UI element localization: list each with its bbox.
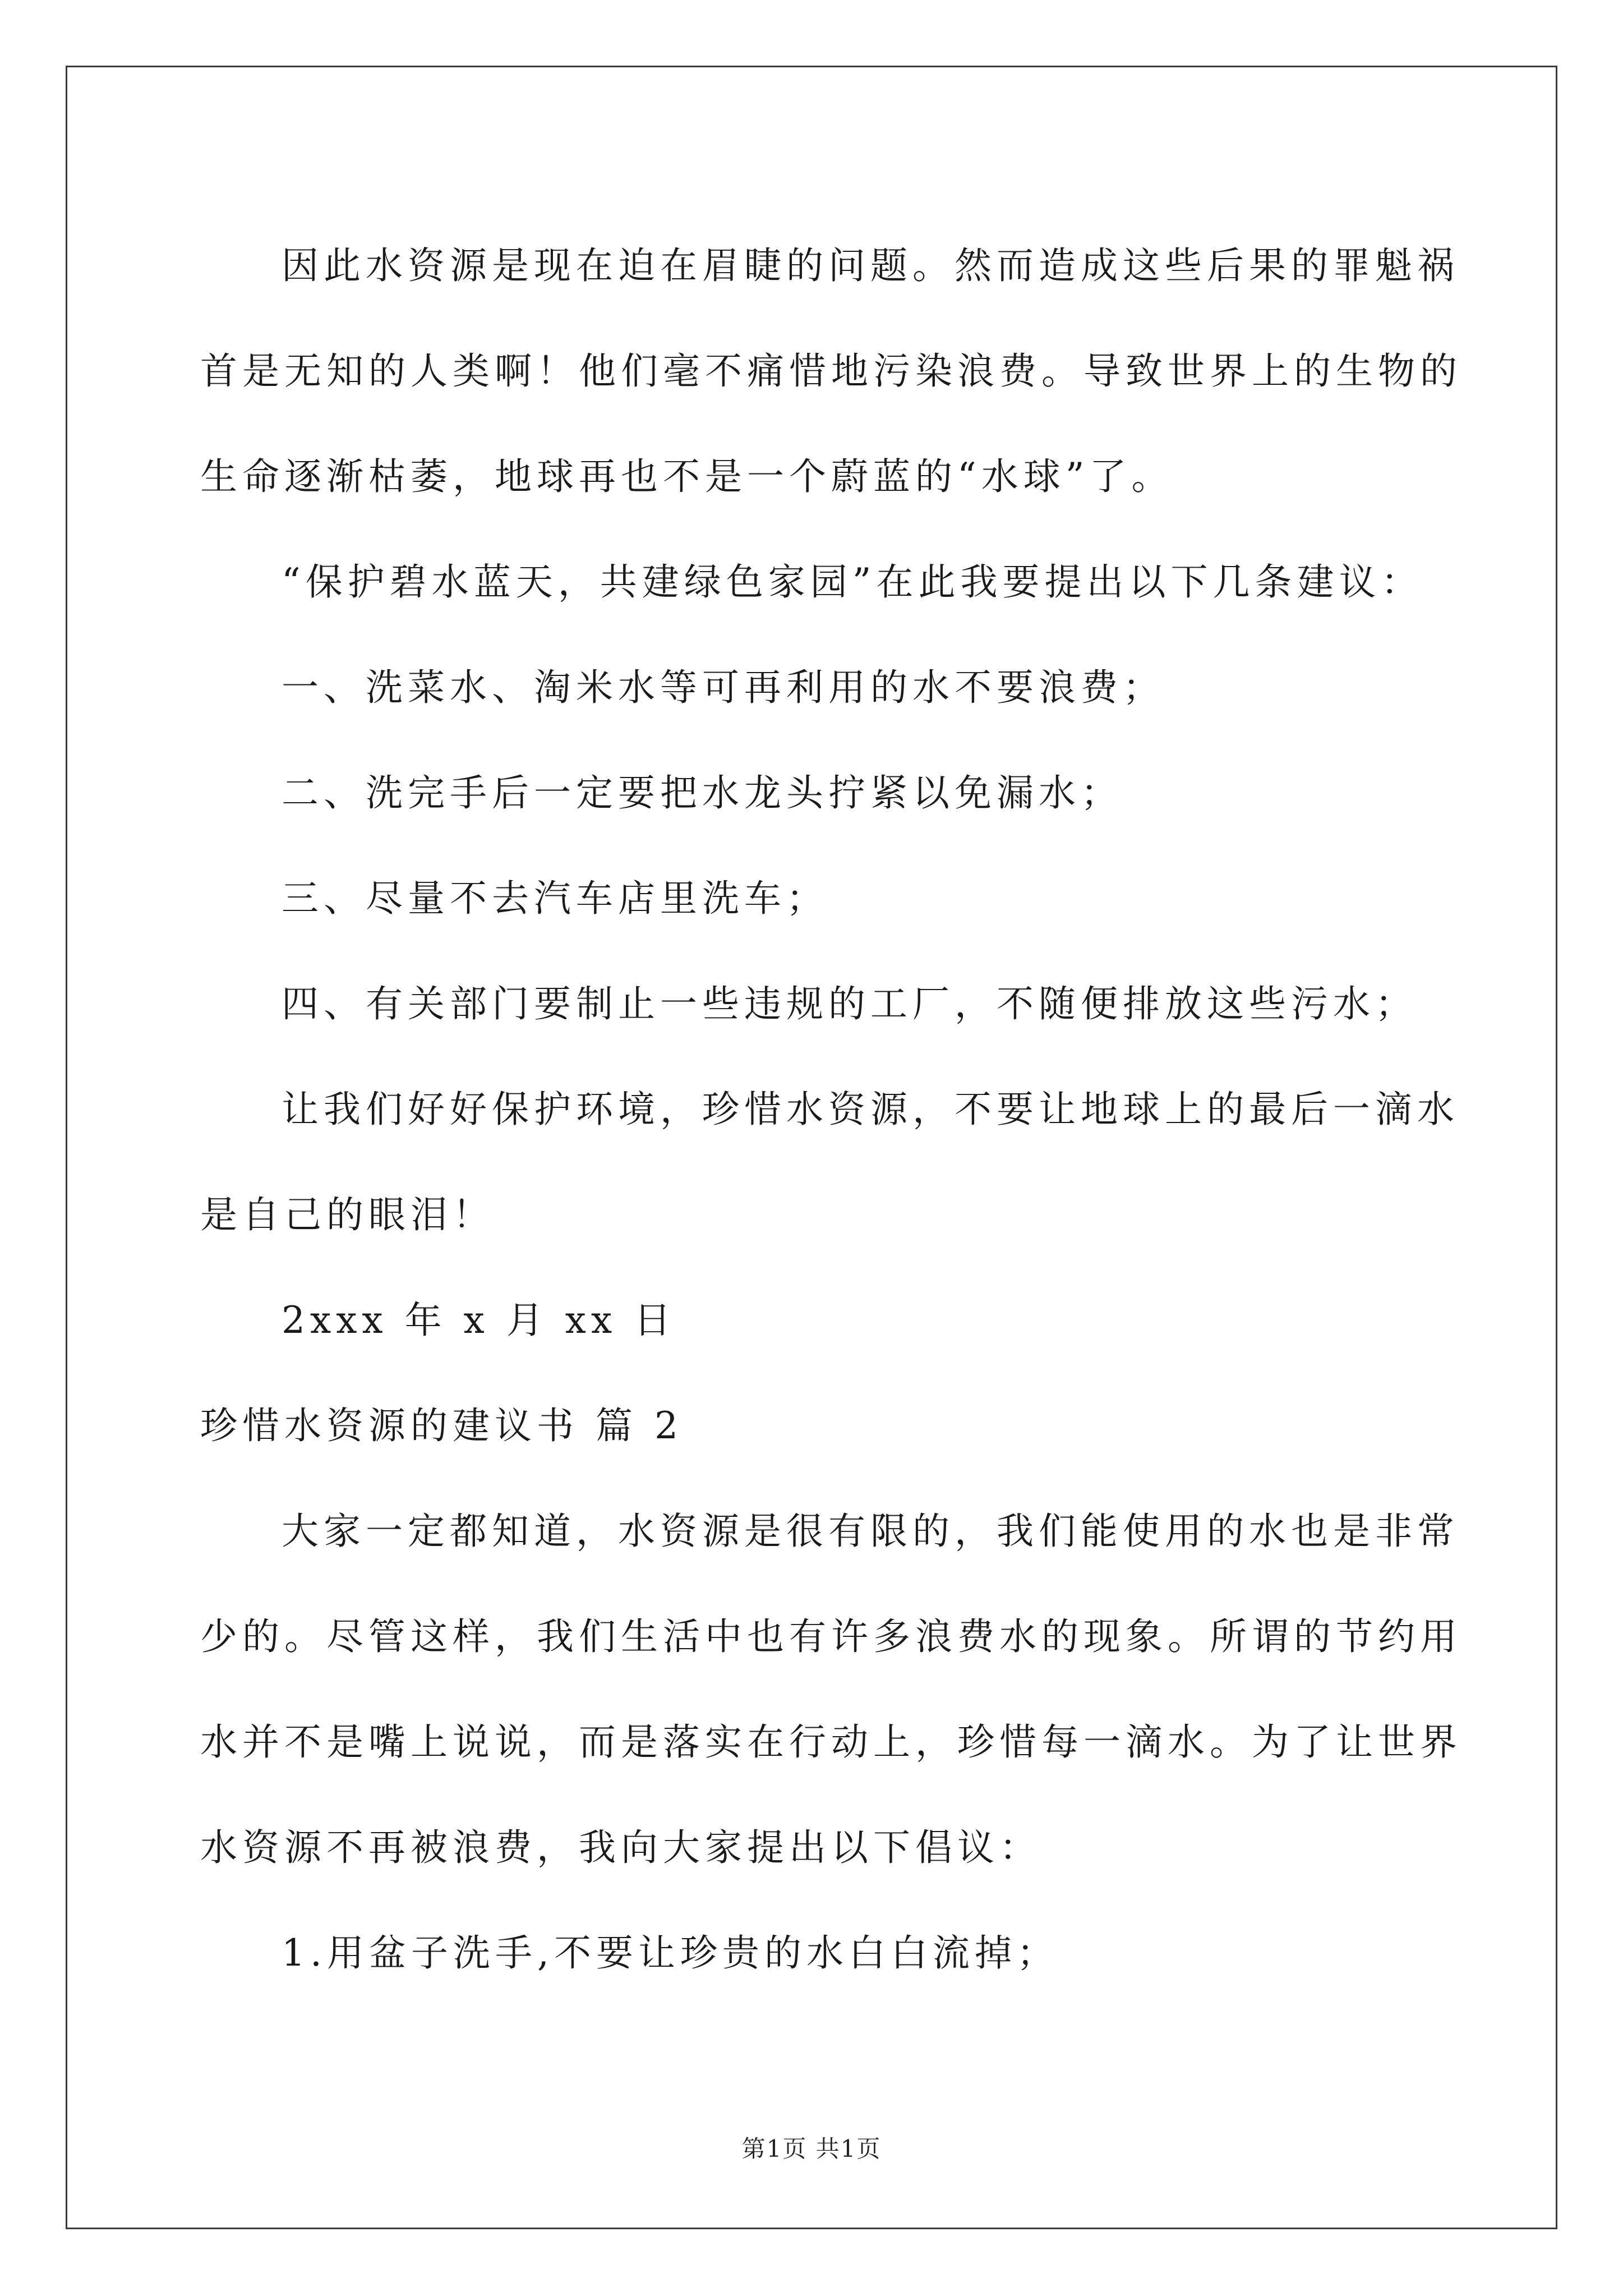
list-item: 四、有关部门要制止一些违规的工厂，不随便排放这些污水；: [282, 982, 1417, 1025]
section-title: 珍惜水资源的建议书 篇 2: [200, 1404, 683, 1447]
paragraph-line: 因此水资源是现在迫在眉睫的问题。然而造成这些后果的罪魁祸: [282, 244, 1459, 287]
paragraph-line: 水并不是嘴上说说，而是落实在行动上，珍惜每一滴水。为了让世界: [200, 1720, 1462, 1764]
paragraph-line: 大家一定都知道，水资源是很有限的，我们能使用的水也是非常: [282, 1510, 1459, 1553]
list-item: 一、洗菜水、淘米水等可再利用的水不要浪费；: [282, 666, 1165, 709]
paragraph-line: 首是无知的人类啊！他们毫不痛惜地污染浪费。导致世界上的生物的: [200, 349, 1462, 393]
list-item: 二、洗完手后一定要把水龙头拧紧以免漏水；: [282, 771, 1123, 815]
paragraph-line: 水资源不再被浪费，我向大家提出以下倡议：: [200, 1826, 1041, 1869]
list-item: 三、尽量不去汽车店里洗车；: [282, 877, 828, 920]
date-line: 2xxx 年 x 月 xx 日: [282, 1299, 676, 1342]
paragraph-line: 少的。尽管这样，我们生活中也有许多浪费水的现象。所谓的节约用: [200, 1615, 1462, 1658]
list-item: 1.用盆子洗手,不要让珍贵的水白白流掉；: [282, 1931, 1059, 1975]
page-number: 第1页 共1页: [741, 2135, 882, 2162]
paragraph-line: “保护碧水蓝天，共建绿色家园”在此我要提出以下几条建议：: [282, 560, 1423, 604]
paragraph-line: 是自己的眼泪！: [200, 1193, 495, 1236]
paragraph-line: 让我们好好保护环境，珍惜水资源，不要让地球上的最后一滴水: [282, 1088, 1459, 1131]
document-body: [200, 213, 1462, 2006]
paragraph-line: 生命逐渐枯萎，地球再也不是一个蔚蓝的“水球”了。: [200, 455, 1174, 498]
